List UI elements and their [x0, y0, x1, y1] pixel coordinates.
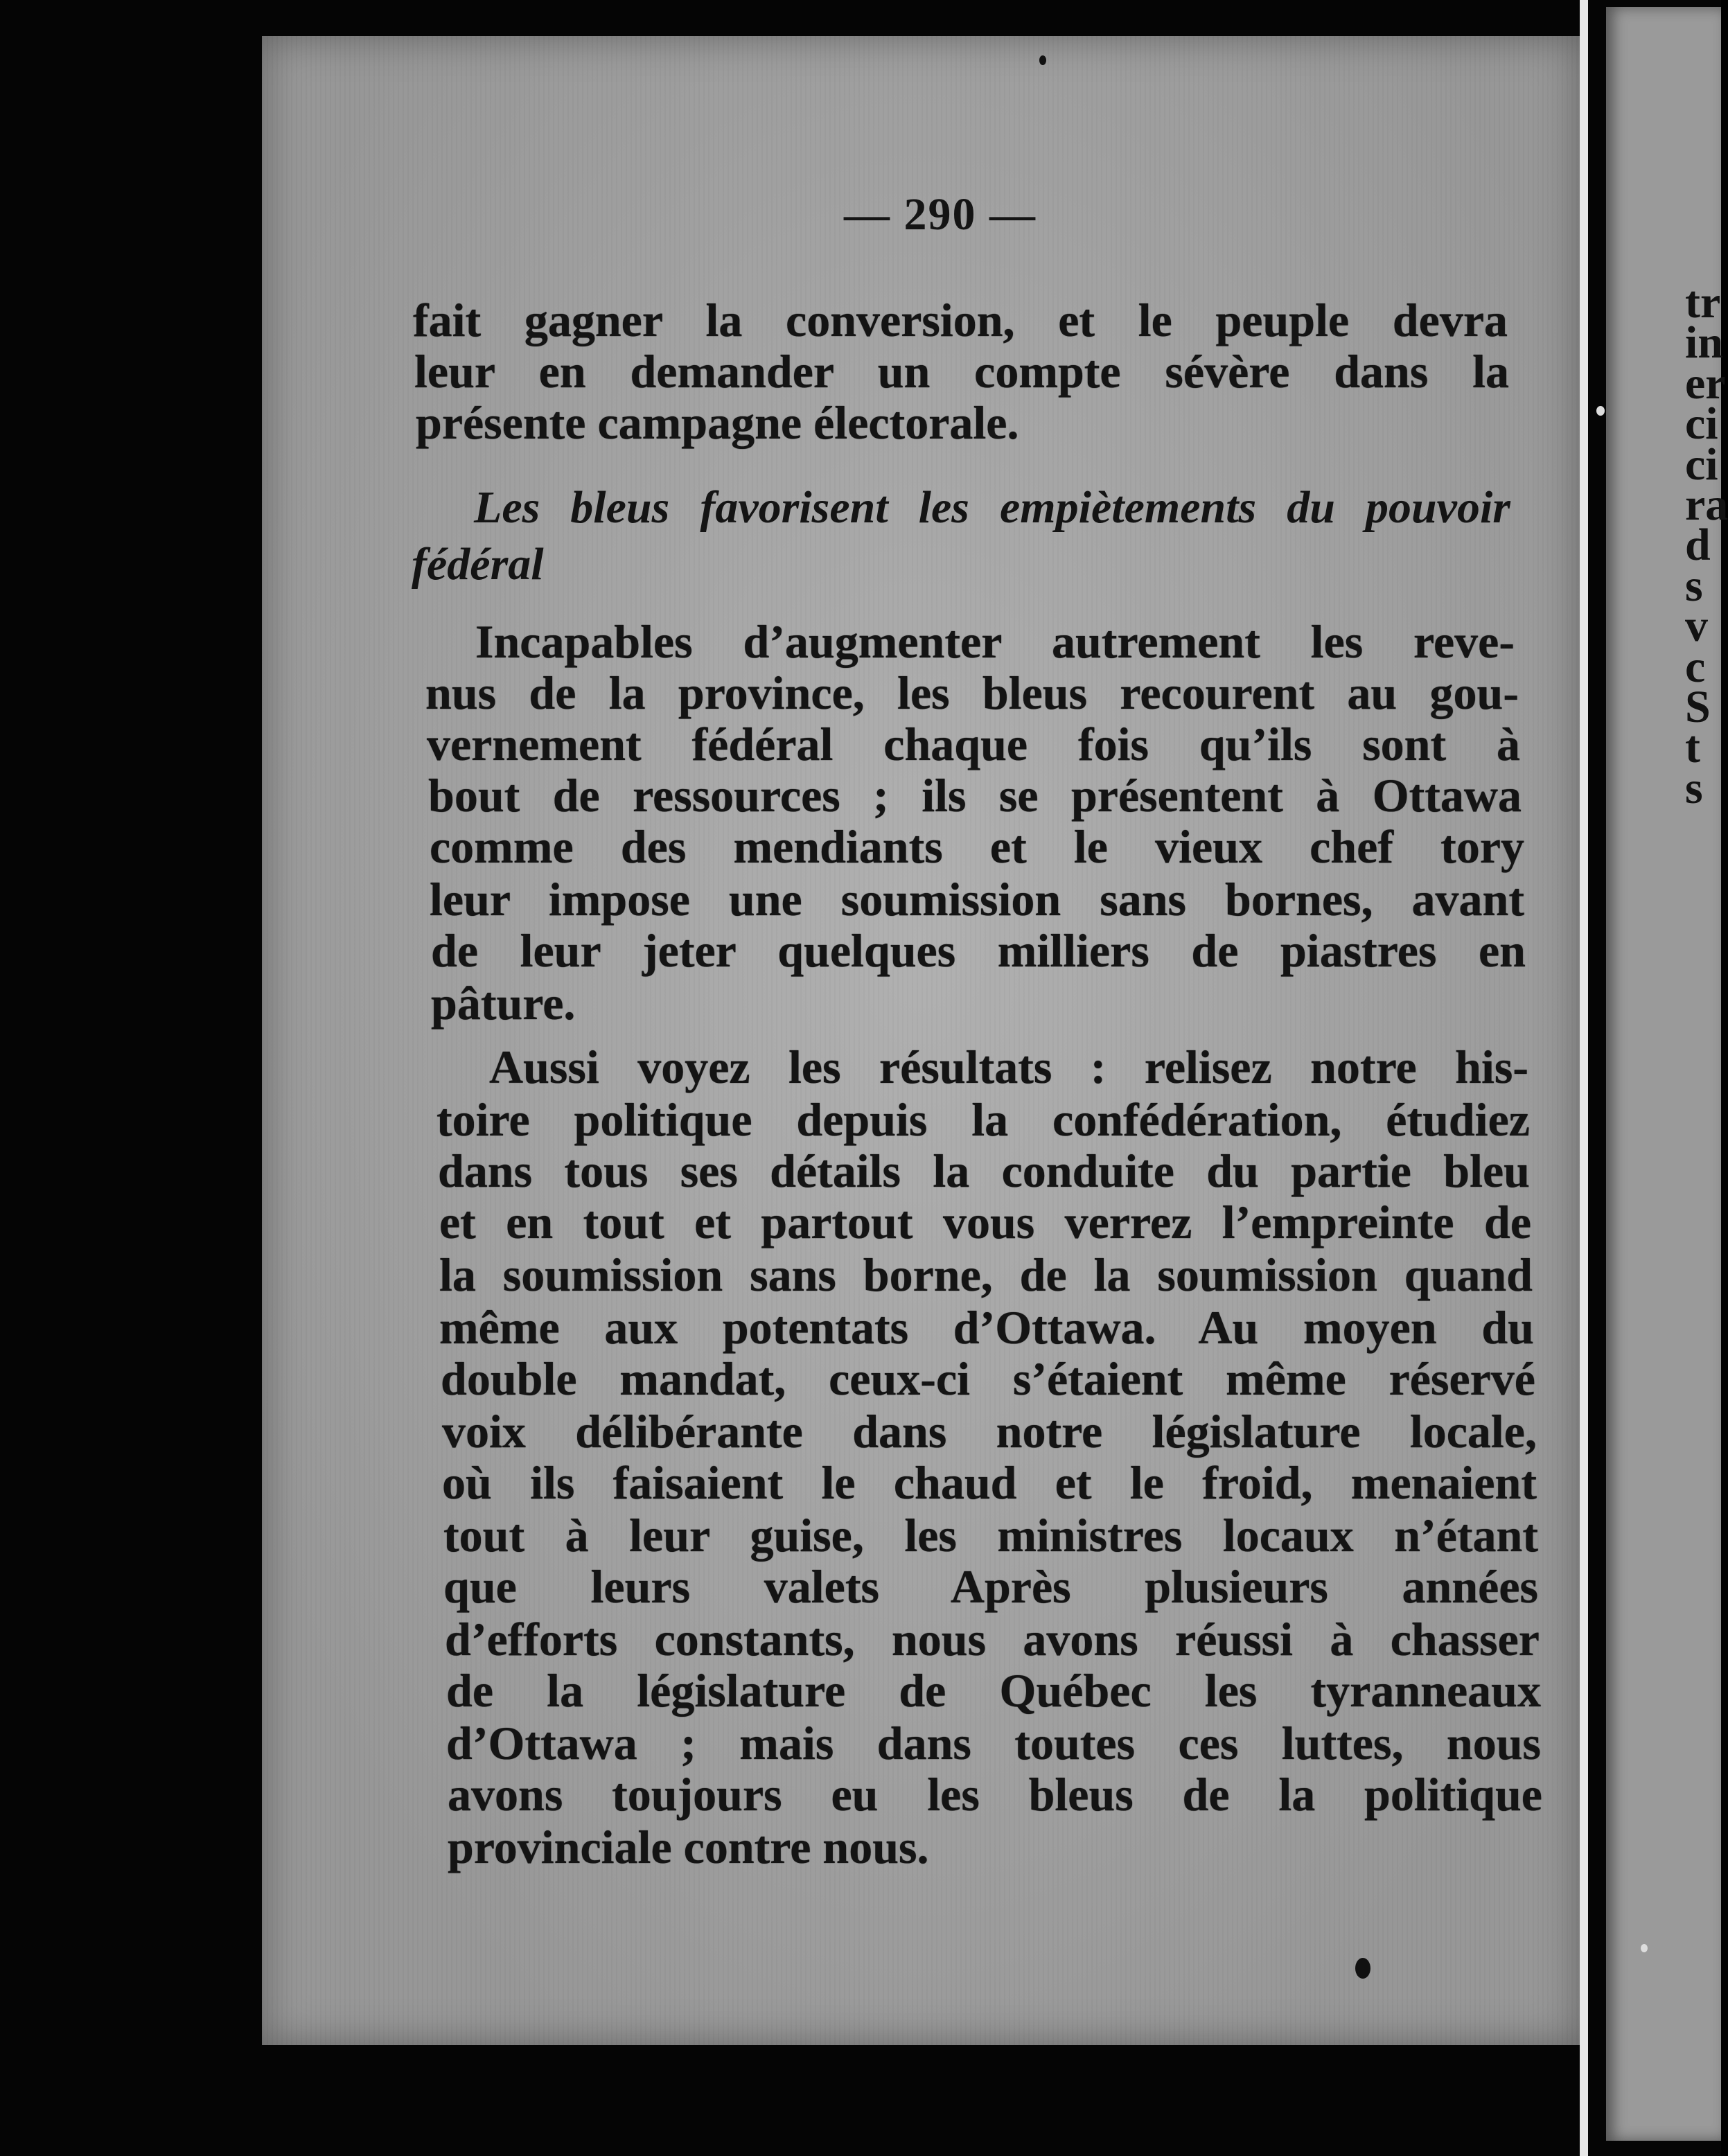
- paragraph-2-line: Incapables d’augmenter autrement les reve-: [475, 615, 1515, 668]
- adjacent-page-fragment: in: [1685, 317, 1724, 369]
- adjacent-page-fragment: d: [1685, 520, 1711, 571]
- paragraph-3-line: toire politique depuis la confédération, étudiez: [437, 1093, 1530, 1146]
- page-border: [1580, 0, 1588, 2156]
- adjacent-page-fragment: s: [1685, 560, 1703, 611]
- ink-speck: [1039, 55, 1046, 65]
- adjacent-page-fragment: S: [1685, 681, 1711, 732]
- paragraph-3-line: Aussi voyez les résultats : relisez notre his-: [489, 1041, 1528, 1093]
- paragraph-3-line: double mandat, ceux-ci s’étaient même réservé: [441, 1352, 1535, 1405]
- paragraph-3-line: provinciale contre nous.: [448, 1821, 929, 1873]
- adjacent-page-fragment: ra: [1685, 479, 1728, 530]
- section-heading: fédéral: [412, 539, 544, 590]
- ink-speck: [1641, 1944, 1648, 1952]
- paragraph-2-line: de leur jeter quelques milliers de piastres en: [431, 924, 1526, 977]
- paragraph-3-line: que leurs valets Après plusieurs années: [443, 1560, 1538, 1613]
- paragraph-1-line: fait gagner la conversion, et le peuple devra: [413, 294, 1508, 346]
- paragraph-1-line: présente campagne électorale.: [416, 396, 1019, 449]
- ink-speck: [1596, 406, 1605, 416]
- paragraph-3-line: tout à leur guise, les ministres locaux n’étant: [443, 1509, 1538, 1562]
- adjacent-page-letters: [1685, 277, 1728, 813]
- paragraph-3-line: d’Ottawa ; mais dans toutes ces luttes, nous: [446, 1717, 1541, 1769]
- adjacent-page-fragment: ci: [1685, 398, 1718, 450]
- adjacent-page-fragment: c: [1685, 641, 1706, 692]
- paragraph-3-line: où ils faisaient le chaud et le froid, menaient: [442, 1456, 1537, 1509]
- adjacent-page-fragment: v: [1685, 601, 1708, 652]
- paragraph-3-line: de la législature de Québec les tyranneaux: [446, 1664, 1541, 1717]
- adjacent-page-fragment: s: [1685, 762, 1703, 813]
- adjacent-page-fragment: er: [1685, 357, 1726, 409]
- section-heading: Les bleus favorisent les empiètements du pouvoir: [474, 482, 1510, 533]
- adjacent-page-fragment: ci: [1685, 439, 1718, 490]
- paragraph-3-line: avons toujours eu les bleus de la politique: [448, 1768, 1542, 1821]
- paragraph-1-line: leur en demander un compte sévère dans la: [414, 345, 1509, 398]
- page-number: — 290 —: [844, 189, 1037, 240]
- paragraph-2-line: bout de ressources ; ils se présentent à Ottawa: [428, 769, 1522, 822]
- paragraph-2-line: vernement fédéral chaque fois qu’ils sont à: [427, 718, 1520, 770]
- paragraph-3-line: voix délibérante dans notre législature locale,: [442, 1405, 1537, 1458]
- paragraph-3-line: et en tout et partout vous verrez l’empreinte de: [439, 1196, 1531, 1248]
- paragraph-2-line: leur impose une soumission sans bornes, avant: [430, 873, 1524, 926]
- paragraph-3-line: la soumission sans borne, de la soumission quand: [439, 1248, 1533, 1301]
- paragraph-2-line: comme des mendiants et le vieux chef tory: [430, 820, 1524, 873]
- paragraph-3-line: même aux potentats d’Ottawa. Au moyen du: [439, 1301, 1534, 1354]
- paragraph-3-line: dans tous ses détails la conduite du partie bleu: [438, 1145, 1530, 1197]
- paragraph-2-line: nus de la province, les bleus recourent au gou-: [425, 666, 1519, 719]
- adjacent-page-fragment: tr: [1685, 277, 1721, 328]
- paragraph-2-line: pâture.: [431, 977, 576, 1030]
- ink-speck: [1355, 1958, 1370, 1979]
- paragraph-3-line: d’efforts constants, nous avons réussi à chasser: [445, 1613, 1540, 1665]
- adjacent-page-fragment: t: [1685, 722, 1700, 773]
